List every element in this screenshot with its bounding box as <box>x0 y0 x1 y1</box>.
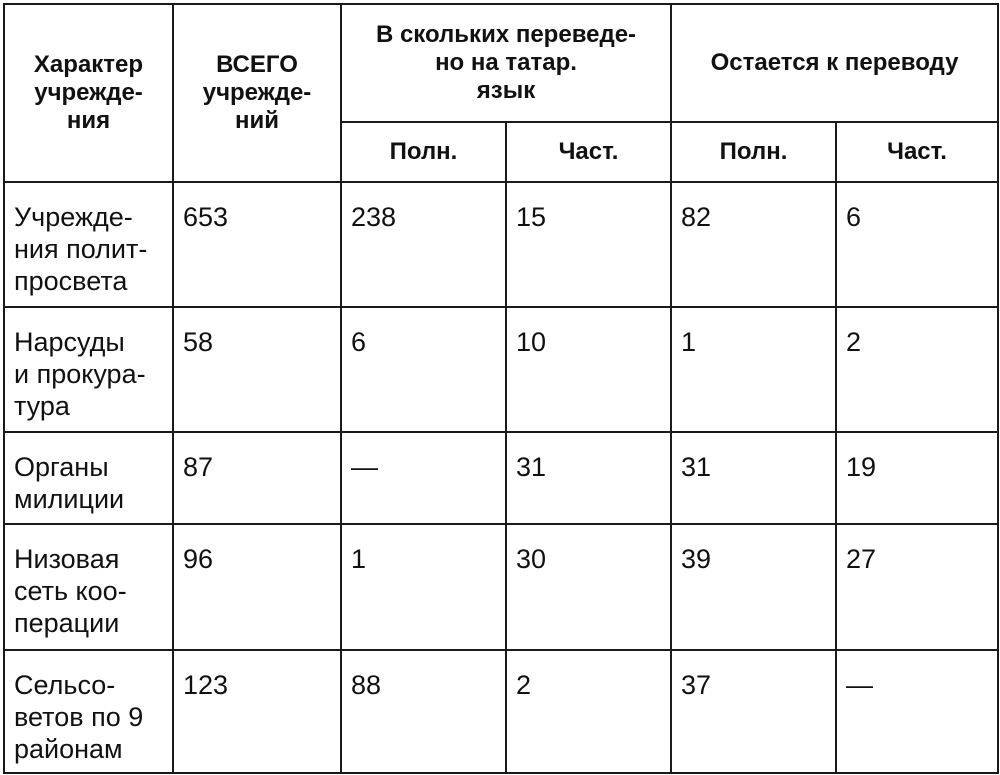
cell-translated-partial: 10 <box>506 307 671 432</box>
row-label: Органы милиции <box>4 432 173 524</box>
header-remaining-group: Остается к переводу <box>671 4 998 122</box>
cell-translated-partial: 31 <box>506 432 671 524</box>
cell-total: 653 <box>173 182 341 307</box>
row-label: Нарсуды и прокура- тура <box>4 307 173 432</box>
cell-remaining-full: 31 <box>671 432 836 524</box>
cell-translated-full: 238 <box>341 182 506 307</box>
cell-remaining-partial: 27 <box>836 524 998 650</box>
cell-total: 87 <box>173 432 341 524</box>
table-row <box>4 182 998 307</box>
cell-remaining-full: 1 <box>671 307 836 432</box>
cell-remaining-full: 39 <box>671 524 836 650</box>
table-row <box>4 650 998 773</box>
cell-translated-full: 1 <box>341 524 506 650</box>
row-label: Низовая сеть коо- перации <box>4 524 173 650</box>
cell-remaining-partial: 2 <box>836 307 998 432</box>
cell-remaining-full: 82 <box>671 182 836 307</box>
institutions-translation-table <box>3 3 999 774</box>
header-translated-group: В скольких переведе- но на татар. язык <box>341 4 671 122</box>
cell-total: 123 <box>173 650 341 773</box>
cell-total: 96 <box>173 524 341 650</box>
cell-total: 58 <box>173 307 341 432</box>
table-row <box>4 432 998 524</box>
cell-remaining-partial: 19 <box>836 432 998 524</box>
row-label: Учрежде- ния полит- просвета <box>4 182 173 307</box>
table-row <box>4 524 998 650</box>
header-translated-full: Полн. <box>341 122 506 182</box>
header-translated-partial: Част. <box>506 122 671 182</box>
cell-remaining-full: 37 <box>671 650 836 773</box>
cell-remaining-partial: 6 <box>836 182 998 307</box>
header-type-of-institution: Характер учрежде- ния <box>4 4 173 182</box>
header-total-institutions: ВСЕГО учрежде- ний <box>173 4 341 182</box>
row-label: Сельсо- ветов по 9 районам <box>4 650 173 773</box>
cell-translated-full: 6 <box>341 307 506 432</box>
cell-translated-partial: 15 <box>506 182 671 307</box>
cell-translated-full: — <box>341 432 506 524</box>
cell-translated-full: 88 <box>341 650 506 773</box>
header-remaining-full: Полн. <box>671 122 836 182</box>
header-remaining-partial: Част. <box>836 122 998 182</box>
header-row-top <box>4 4 998 122</box>
table-row <box>4 307 998 432</box>
cell-remaining-partial: — <box>836 650 998 773</box>
cell-translated-partial: 30 <box>506 524 671 650</box>
cell-translated-partial: 2 <box>506 650 671 773</box>
